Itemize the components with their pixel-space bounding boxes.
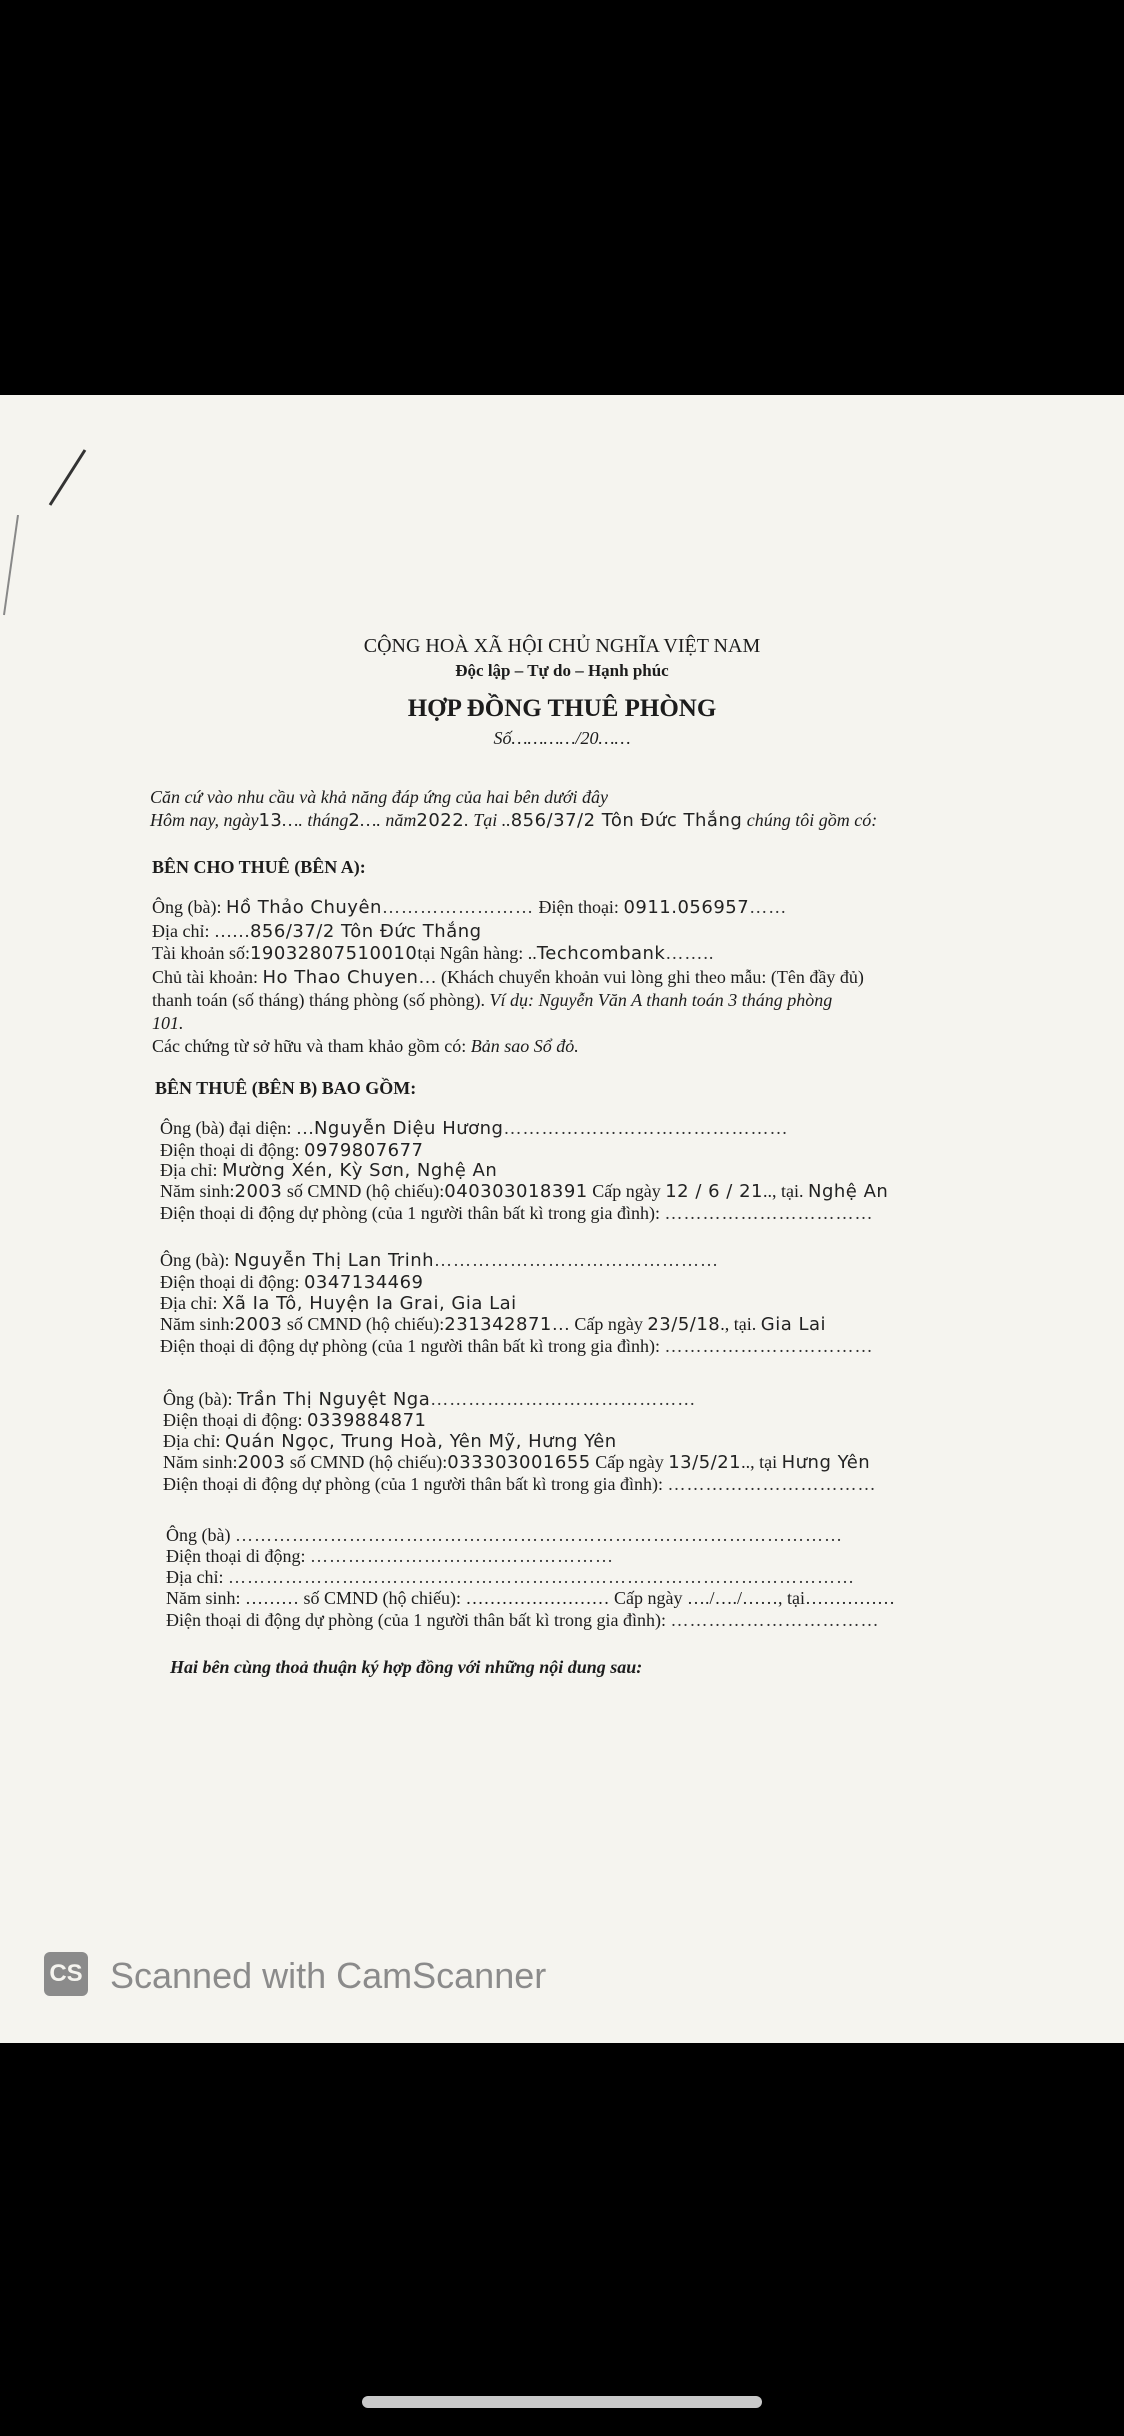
contract-place: 856/37/2 Tôn Đức Thắng — [510, 810, 743, 831]
party-a-holder: Ho Thao Chuyen — [262, 967, 419, 988]
member-1-backup-row: Điện thoại di động dự phòng (của 1 người thân bất kì trong gia đình): …………………………… — [160, 1203, 874, 1223]
member-3-issued: 13/5/21 — [668, 1452, 742, 1473]
contract-number: Số…………/20…… — [493, 728, 631, 748]
member-2-name: Nguyễn Thị Lan Trinh — [233, 1250, 435, 1271]
member-3-mobile: 0339884871 — [306, 1410, 427, 1431]
member-2-backup-row: Điện thoại di động dự phòng (của 1 người thân bất kì trong gia đình): …………………………… — [160, 1336, 874, 1356]
member-1-mobile-row: Điện thoại di động: 0979807677 — [160, 1140, 424, 1161]
party-a-holder-row: Chủ tài khoản: Ho Thao Chuyen… (Khách chuyển khoản vui lòng ghi theo mẫu: (Tên đầy đủ) — [152, 967, 864, 988]
party-a-address: 856/37/2 Tôn Đức Thắng — [249, 921, 482, 942]
party-a-docs-row: Các chứng từ sở hữu và tham khảo gồm có: Bản sao Sổ đỏ. — [152, 1036, 579, 1056]
member-2-birth: 2003 — [234, 1314, 283, 1335]
intro-line-2: Hôm nay, ngày13…. tháng2…. năm2022. Tại ..856/37/2 Tôn Đức Thắng chúng tôi gồm có: — [150, 810, 878, 831]
contract-title: HỢP ĐỒNG THUÊ PHÒNG — [407, 695, 717, 722]
blank-member-id-row: Năm sinh: ……… số CMND (hộ chiếu): …………………… Cấp ngày …./…./……, tại…………… — [166, 1588, 895, 1608]
member-3-address: Quán Ngọc, Trung Hoà, Yên Mỹ, Hưng Yên — [224, 1431, 617, 1452]
party-b-heading: BÊN THUÊ (BÊN B) BAO GỒM: — [155, 1078, 417, 1098]
party-a-address-row: Địa chỉ: ……856/37/2 Tôn Đức Thắng — [152, 921, 482, 942]
member-3-mobile-row: Điện thoại di động: 0339884871 — [163, 1410, 427, 1431]
member-2-place: Gia Lai — [760, 1314, 827, 1335]
member-1-place: Nghệ An — [808, 1181, 889, 1202]
member-2-mobile-row: Điện thoại di động: 0347134469 — [160, 1272, 424, 1293]
member-1-issued: 12 / 6 / 21 — [665, 1181, 763, 1202]
member-1-mobile: 0979807677 — [303, 1140, 424, 1161]
scanned-document — [0, 395, 1124, 2043]
party-a-note-line-3: 101. — [152, 1013, 184, 1033]
member-1-id: 040303018391 — [444, 1181, 588, 1202]
member-1-name: Nguyễn Diệu Hương — [313, 1118, 504, 1139]
member-2-address: Xã Ia Tô, Huyện Ia Grai, Gia Lai — [221, 1293, 517, 1314]
home-indicator[interactable] — [362, 2396, 762, 2408]
member-3-name-row: Ông (bà): Trần Thị Nguyệt Nga…………………………………… — [163, 1389, 697, 1410]
blank-member-address-row: Địa chỉ: ……………………………………………………………………………………… — [166, 1567, 855, 1587]
member-1-name-row: Ông (bà) đại diện: …Nguyễn Diệu Hương……………………………………… — [160, 1118, 789, 1139]
member-3-backup-row: Điện thoại di động dự phòng (của 1 người thân bất kì trong gia đình): …………………………… — [163, 1474, 877, 1494]
member-3-id: 033303001655 — [447, 1452, 591, 1473]
party-a-account-row: Tài khoản số:19032807510010tại Ngân hàng: ..Techcombank…….. — [152, 943, 715, 964]
closing-line: Hai bên cùng thoả thuận ký hợp đồng với những nội dung sau: — [170, 1657, 643, 1677]
member-1-id-row: Năm sinh:2003 số CMND (hộ chiếu):040303018391 Cấp ngày 12 / 6 / 21.., tại. Nghệ An — [160, 1181, 889, 1202]
member-2-name-row: Ông (bà): Nguyễn Thị Lan Trinh……………………………………… — [160, 1250, 720, 1271]
member-3-address-row: Địa chỉ: Quán Ngọc, Trung Hoà, Yên Mỹ, Hưng Yên — [163, 1431, 617, 1452]
nation-heading: CỘNG HOÀ XÃ HỘI CHỦ NGHĨA VIỆT NAM — [363, 635, 761, 657]
party-a-name-row: Ông (bà): Hồ Thảo Chuyên…………………… Điện thoại: 0911.056957…… — [152, 897, 788, 918]
fold-mark-icon — [0, 515, 30, 625]
party-a-heading: BÊN CHO THUÊ (BÊN A): — [152, 857, 366, 877]
contract-month: 2 — [348, 810, 361, 831]
pen-mark-icon — [40, 435, 100, 515]
member-3-name: Trần Thị Nguyệt Nga — [236, 1389, 431, 1410]
blank-member-name-row: Ông (bà) …………………………………………………………………………………… — [166, 1525, 843, 1545]
member-2-id: 231342871 — [444, 1314, 552, 1335]
member-2-address-row: Địa chỉ: Xã Ia Tô, Huyện Ia Grai, Gia Lai — [160, 1293, 517, 1314]
blank-member-mobile-row: Điện thoại di động: ………………………………………… — [166, 1546, 614, 1566]
member-2-mobile: 0347134469 — [303, 1272, 424, 1293]
member-1-address-row: Địa chỉ: Mường Xén, Kỳ Sơn, Nghệ An — [160, 1160, 498, 1181]
intro-line-1: Căn cứ vào nhu cầu và khả năng đáp ứng của hai bên dưới đây — [150, 787, 608, 807]
camscanner-logo-icon: CS — [44, 1952, 88, 1996]
member-3-place: Hưng Yên — [781, 1452, 871, 1473]
contract-day: 13 — [258, 810, 283, 831]
party-a-name: Hồ Thảo Chuyên — [225, 897, 382, 918]
party-a-account: 19032807510010 — [249, 943, 418, 964]
party-a-bank: Techcombank — [536, 943, 666, 964]
camscanner-watermark: Scanned with CamScanner — [110, 1955, 547, 1996]
member-1-birth: 2003 — [234, 1181, 283, 1202]
contract-year: 2022 — [416, 810, 465, 831]
member-3-id-row: Năm sinh:2003 số CMND (hộ chiếu):033303001655 Cấp ngày 13/5/21.., tại Hưng Yên — [163, 1452, 871, 1473]
motto: Độc lập – Tự do – Hạnh phúc — [455, 661, 669, 680]
member-3-birth: 2003 — [237, 1452, 286, 1473]
party-a-phone: 0911.056957 — [623, 897, 750, 918]
blank-member-backup-row: Điện thoại di động dự phòng (của 1 người thân bất kì trong gia đình): …………………………… — [166, 1610, 880, 1630]
member-2-issued: 23/5/18 — [647, 1314, 721, 1335]
member-1-address: Mường Xén, Kỳ Sơn, Nghệ An — [221, 1160, 498, 1181]
member-2-id-row: Năm sinh:2003 số CMND (hộ chiếu):231342871… Cấp ngày 23/5/18., tại. Gia Lai — [160, 1314, 827, 1335]
party-a-note-row: thanh toán (số tháng) tháng phòng (số phòng). Ví dụ: Nguyễn Văn A thanh toán 3 tháng phòng — [152, 990, 833, 1010]
